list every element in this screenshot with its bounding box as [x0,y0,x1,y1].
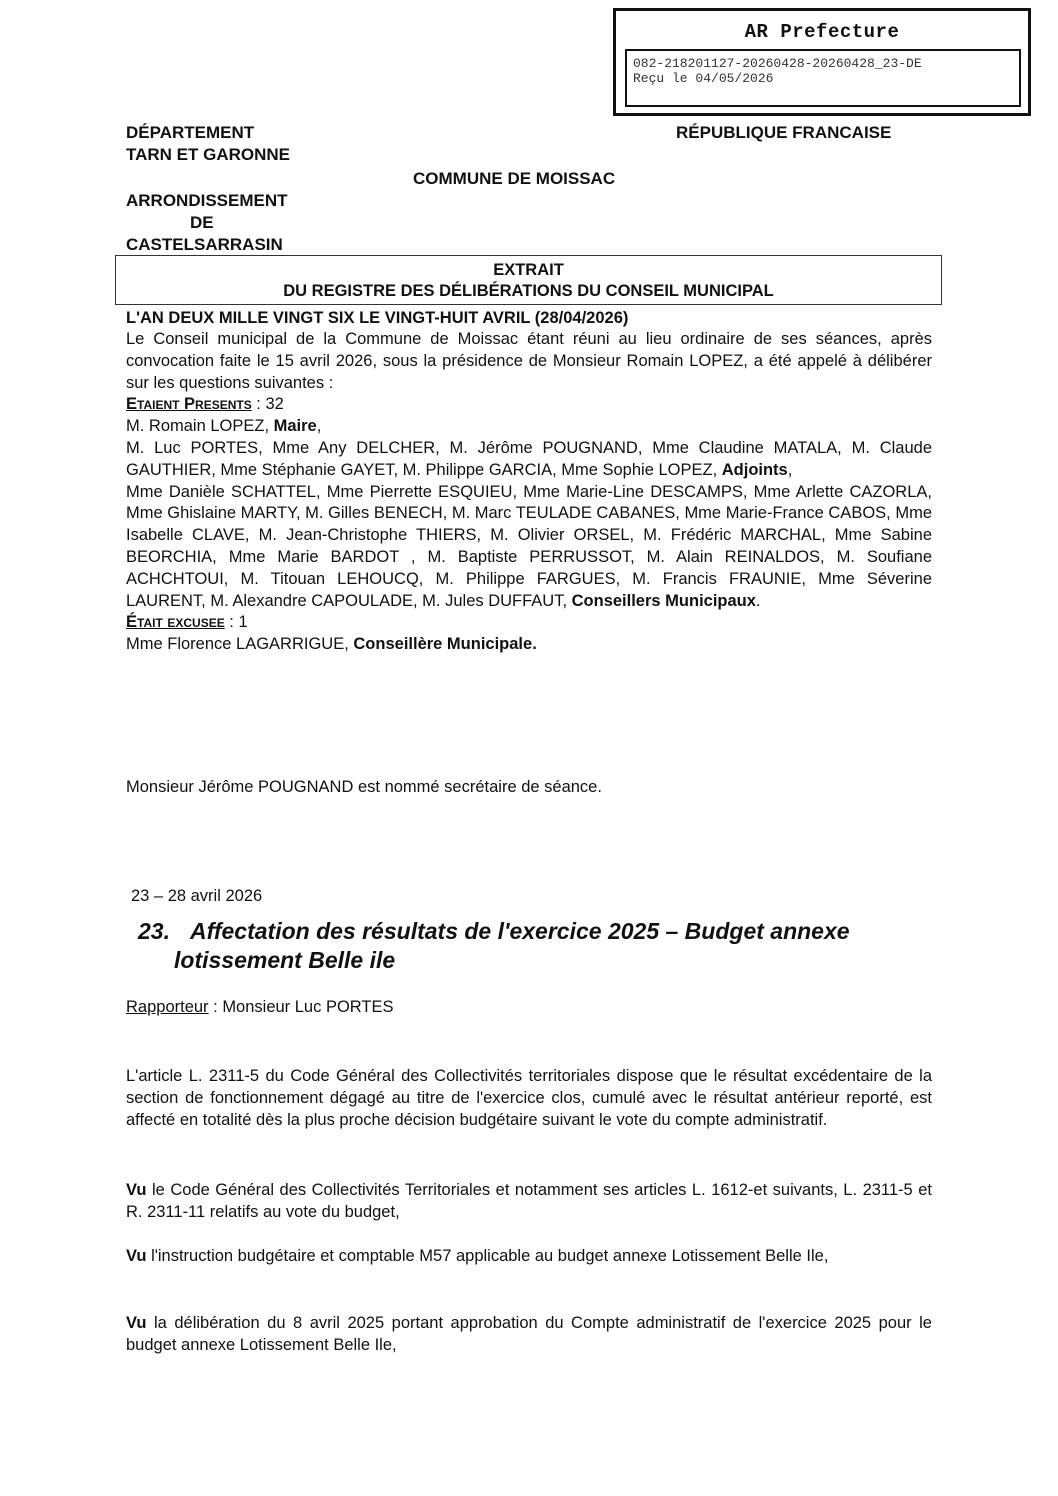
presents-line [126,394,932,416]
secretaire-line: Monsieur Jérôme POUGNAND est nommé secrétaire de séance. [126,778,602,796]
stamp-title: AR Prefecture [744,21,900,43]
rapporteur-line [126,997,394,1019]
commune-label: COMMUNE DE MOISSAC [413,169,616,188]
vu-paragraph-1 [126,1180,932,1224]
arrondissement-label: ARRONDISSEMENT [126,191,288,210]
vu-label: Vu [126,1247,147,1265]
agenda-title-line1: Affectation des résultats de l'exercice 2025 – Budget annexe [190,918,850,944]
article-paragraph: L'article L. 2311-5 du Code Général des Collectivités territoriales dispose que le résultat excédentaire de la section de fonctionnement dégagé au titre de l'exercice clos, cumulé avec le résultat antérieur reporté, est affecté en totalité dès la plus proche décision budgétaire suivant le vote du compte administratif. [126,1067,932,1129]
adjoints-names: M. Luc PORTES, Mme Any DELCHER, M. Jérôme POUGNAND, Mme Claudine MATALA, M. Claude GAUTHIER, Mme Stéphanie GAYET, M. Philippe GARCIA, Mme Sophie LOPEZ, [126,438,932,479]
stamp-reference-box [625,49,1021,107]
excusee-role: Conseillère Municipale. [353,635,537,654]
excusee-person [126,634,932,656]
departement-label: DÉPARTEMENT [126,123,255,142]
vu-label: Vu [126,1314,147,1332]
session-date-heading: L'AN DEUX MILLE VINGT SIX LE VINGT-HUIT AVRIL (28/04/2026) [126,309,629,327]
arrondissement-de: DE [190,213,214,232]
excusee-line [126,612,932,634]
vu-paragraph-2 [126,1246,932,1268]
agenda-item-number: 23. [138,918,170,944]
departement-name: TARN ET GARONNE [126,145,291,164]
stamp-received-date: Reçu le 04/05/2026 [633,71,774,86]
departement-block [126,122,290,166]
presents-label: Etaient Presents [126,395,252,414]
conseillers-role: Conseillers Municipaux [571,591,756,610]
conseillers-names: Mme Danièle SCHATTEL, Mme Pierrette ESQUIEU, Mme Marie-Line DESCAMPS, Mme Arlette CAZORLA, Mme Ghislaine MARTY, M. Gilles BENECH, M. Marc TEULADE CABANES, Mme Marie-France CABOS, Mme Isabelle CLAVE, M. Jean-Christophe THIERS, M. Olivier ORSEL, M. Frédéric MARCHAL, Mme Sabine BEORCHIA, Mme Marie BARDOT , M. Baptiste PERRUSSOT, M. Alain REINALDOS, M. Soufiane ACHCHTOUI, M. Titouan LEHOUCQ, M. Philippe FARGUES, M. Francis FRAUNIE, Mme Séverine LAURENT, M. Alexandre CAPOULADE, M. Jules DUFFAUT, [126,482,932,610]
ar-prefecture-stamp [613,8,1031,116]
session-details [126,307,932,656]
rapporteur-label: Rapporteur [126,998,209,1016]
vu-paragraph-3 [126,1313,932,1357]
agenda-ref-date: 23 – 28 avril 2026 [131,887,263,905]
adjoints-role: Adjoints [721,460,788,479]
agenda-item-title [138,917,938,975]
extrait-title-box [115,255,942,305]
session-intro: Le Conseil municipal de la Commune de Moissac étant réuni au lieu ordinaire de ses séances, après convocation faite le 15 avril 2026, sous la présidence de Monsieur Romain LOPEZ, a été appelé à délibérer sur les questions suivantes : [126,330,932,392]
rapporteur-value: : Monsieur Luc PORTES [208,998,394,1016]
arrondissement-block [126,190,288,256]
vu-text: l'instruction budgétaire et comptable M57 applicable au budget annexe Lotissement Belle Ile, [146,1247,829,1265]
republique-label: RÉPUBLIQUE FRANCAISE [676,123,892,142]
stamp-reference: 082-218201127-20260428-20260428_23-DE [633,56,922,71]
arrondissement-name: CASTELSARRASIN [126,235,283,254]
adjoints-paragraph: M. Luc PORTES, Mme Any DELCHER, M. Jérôme POUGNAND, Mme Claudine MATALA, M. Claude GAUTHIER, Mme Stéphanie GAYET, M. Philippe GARCIA, Mme Sophie LOPEZ, Adjoints, [126,438,932,479]
excusee-count: : 1 [224,613,248,632]
excusee-name: Mme Florence LAGARRIGUE, [126,635,354,654]
extrait-subtitle: DU REGISTRE DES DÉLIBÉRATIONS DU CONSEIL MUNICIPAL [283,282,774,300]
maire-name: M. Romain LOPEZ, [126,417,274,436]
maire-role: Maire [273,417,317,436]
maire-line: M. Romain LOPEZ, Maire, [126,417,322,436]
agenda-title-line2: lotissement Belle ile [174,947,396,973]
extrait-title: EXTRAIT [493,261,564,279]
vu-text: le Code Général des Collectivités Territoriales et notamment ses articles L. 1612-et suivants, L. 2311-5 et R. 2311-11 relatifs au vote du budget, [126,1181,932,1221]
vu-label: Vu [126,1181,147,1199]
vu-text: la délibération du 8 avril 2025 portant approbation du Compte administratif de l'exercice 2025 pour le budget annexe Lotissement Belle Ile, [126,1314,932,1354]
presents-count: : 32 [251,395,284,414]
excusee-label: Était excusee [126,613,225,632]
conseillers-paragraph: Mme Danièle SCHATTEL, Mme Pierrette ESQUIEU, Mme Marie-Line DESCAMPS, Mme Arlette CAZORLA, Mme Ghislaine MARTY, M. Gilles BENECH, M. Marc TEULADE CABANES, Mme Marie-France CABOS, Mme Isabelle CLAVE, M. Jean-Christophe THIERS, M. Olivier ORSEL, M. Frédéric MARCHAL, Mme Sabine BEORCHIA, Mme Marie BARDOT , M. Baptiste PERRUSSOT, M. Alain REINALDOS, M. Soufiane ACHCHTOUI, M. Titouan LEHOUCQ, M. Philippe FARGUES, M. Francis FRAUNIE, Mme Séverine LAURENT, M. Alexandre CAPOULADE, M. Jules DUFFAUT, Conseillers Municipaux. [126,482,932,610]
